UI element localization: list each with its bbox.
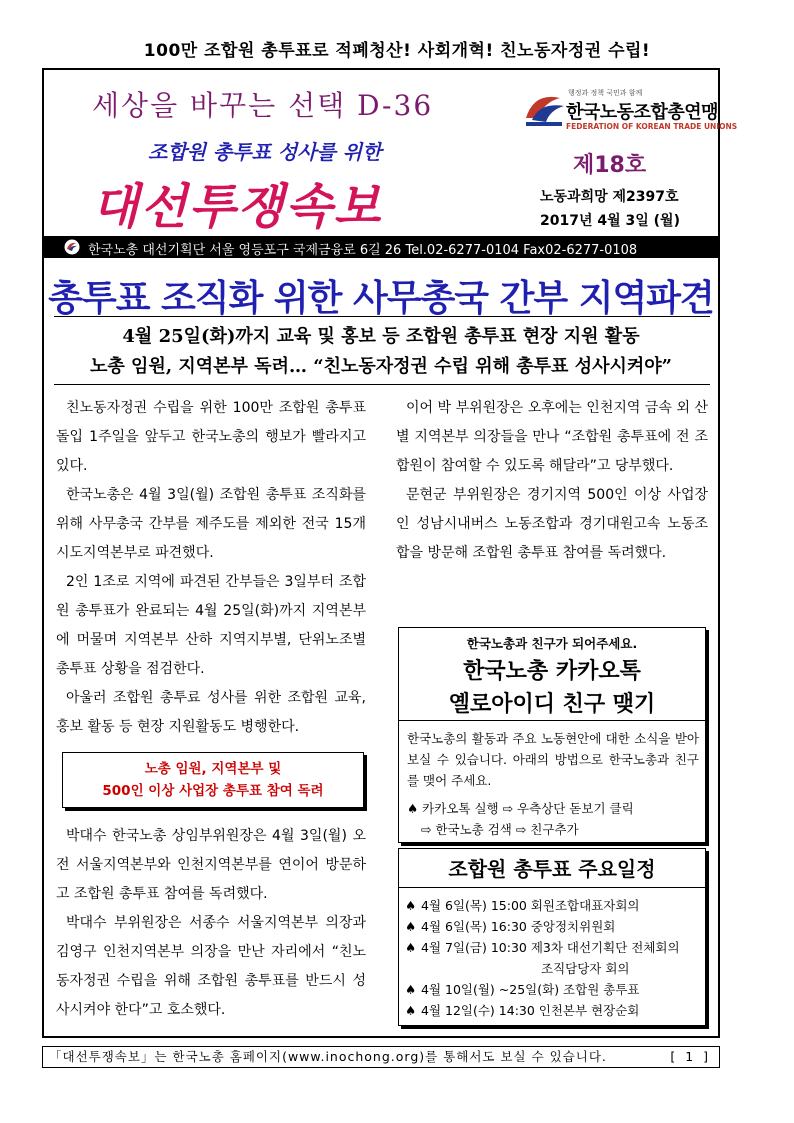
issue-date: 2017년 4월 3일 (월) (540, 213, 680, 229)
schedule-item-text: 4월 10일(월) ~25일(화) 조합원 총투표 (421, 982, 640, 997)
publication-number: 노동과희망 제2397호 (540, 189, 679, 205)
divider (54, 316, 710, 317)
kakao-promo-box (398, 627, 706, 843)
article-left-column (56, 394, 366, 742)
divider (399, 720, 705, 721)
paragraph: 아울러 조합원 총투료 성사를 위한 조합원 교육, 홍보 활동 등 현장 지원활동도 병행한다. (56, 690, 366, 735)
schedule-item-text: 4월 6일(목) 16:30 중앙정치위원회 (421, 919, 616, 934)
kakao-step: ♠ 카카오톡 실행 ⇨ 우측상단 돋보기 클릭 (407, 801, 634, 816)
schedule-title: 조합원 총투표 주요일정 (448, 857, 656, 881)
footer-text: 「대선투쟁속보」는 한국노총 홈페이지(www.inochong.org)를 통해서도 보실 수 있습니다. (49, 1049, 607, 1064)
paragraph: 한국노총은 4월 3일(월) 조합원 총투표 조직화를 위해 사무총국 간부를 제주도를 제외한 전국 15개 시도지역본부로 파견했다. (56, 487, 366, 561)
schedule-box (398, 848, 706, 1026)
subhead-1: 4월 25일(화)까지 교육 및 홍보 등 조합원 총투표 현장 지원 활동 (122, 326, 640, 347)
spade-bullet-icon: ♠ (405, 898, 417, 913)
callout-box (62, 752, 364, 808)
callout-line: 노총 임원, 지역본부 및 (144, 761, 282, 777)
masthead-title: 대선투쟁속보 (92, 179, 383, 235)
kakao-intro: 한국노총과 친구가 되어주세요. (466, 636, 638, 651)
kakao-steps (407, 798, 703, 840)
schedule-item (405, 979, 680, 1000)
spade-bullet-icon: ♠ (405, 940, 417, 955)
schedule-item (405, 1000, 680, 1021)
issue-number: 제18호 (573, 153, 647, 178)
spade-bullet-icon: ♠ (405, 1003, 417, 1018)
dday-banner: 세상을 바꾸는 선택 D-36 (92, 89, 434, 122)
page-number: [ 1 ] (670, 1049, 711, 1064)
masthead-subtitle: 조합원 총투표 성사를 위한 (148, 140, 382, 164)
divider (399, 887, 705, 888)
schedule-item-text: 4월 7일(금) 10:30 제3차 대선기획단 전체회의 (421, 940, 680, 955)
divider (54, 384, 710, 385)
contact-info-bar (42, 236, 720, 258)
paragraph: 2인 1조로 지역에 파견된 간부들은 3일부터 조합원 총투표가 완료되는 4월 25일(화)까지 지역본부에 머물며 지역본부 산하 지역지부별, 단위노조별 총투표 상황을 점검한다. (56, 574, 366, 677)
kakao-title: 옐로아이디 친구 맺기 (448, 692, 656, 717)
article-right-column (396, 394, 708, 568)
spade-bullet-icon: ♠ (405, 982, 417, 997)
subhead-2: 노총 임원, 지역본부 독려… “친노동자정권 수립 위해 총투표 성사시켜야” (90, 356, 672, 377)
schedule-item-text: 조직담당자 회의 (541, 961, 630, 976)
logo-slogan: 행정과 정책 국민과 함께 (568, 89, 643, 97)
schedule-item (405, 916, 680, 937)
schedule-item-text: 4월 6일(목) 15:00 회원조합대표자회의 (421, 898, 640, 913)
fktu-mini-logo-icon (64, 239, 80, 255)
schedule-item-text: 4월 12일(수) 14:30 인천본부 현장순회 (421, 1003, 640, 1018)
headline: 총투표 조직화 위한 사무총국 간부 지역파견 (48, 278, 714, 319)
kakao-title: 한국노총 카카오톡 (463, 659, 641, 684)
kakao-description: 한국노총의 활동과 주요 노동현안에 대한 소식을 받아보실 수 있습니다. 아래의 방법으로 한국노총과 친구를 맺어 주세요. (407, 731, 699, 788)
article-left-column-continued (56, 822, 366, 1025)
paragraph: 이어 박 부위원장은 오후에는 인천지역 금속 외 산별 지역본부 의장들을 만나 “조합원 총투표에 전 조합원이 참여할 수 있도록 해달라”고 당부했다. (396, 400, 708, 474)
paragraph: 문현군 부위원장은 경기지역 500인 이상 사업장인 성남시내버스 노동조합과 경기대원고속 노동조합을 방문해 조합원 총투표 참여를 독려했다. (396, 487, 708, 561)
kakao-step: ⇨ 한국노총 검색 ⇨ 친구추가 (421, 822, 579, 837)
org-name: 한국노동조합총연맹 (566, 102, 718, 123)
spade-bullet-icon: ♠ (405, 919, 417, 934)
footer (42, 1046, 720, 1068)
paragraph: 박대수 한국노총 상임부위원장은 4월 3일(월) 오전 서울지역본부와 인천지역본부를 연이어 방문하고 조합원 총투표 참여를 독려했다. (56, 828, 366, 902)
schedule-item (405, 937, 680, 958)
top-slogan: 100만 조합원 총투표로 적폐청산! 사회개혁! 친노동자정권 수립! (143, 41, 651, 61)
contact-info-text: 한국노총 대선기획단 서울 영등포구 국제금융로 6길 26 Tel.02-6277-0104 Fax02-6277-0108 (88, 243, 638, 258)
org-english-name: FEDERATION OF KOREAN TRADE UNIONS (566, 122, 738, 131)
schedule-item (405, 958, 680, 979)
schedule-item (405, 895, 680, 916)
callout-line: 500인 이상 사업장 총투표 참여 독려 (102, 783, 324, 799)
schedule-list (405, 895, 680, 1021)
paragraph: 박대수 부위원장은 서종수 서울지역본부 의장과 김영구 인천지역본부 의장을 만난 자리에서 “친노동자정권 수립을 위해 조합원 총투표를 반드시 성사시켜야 한다”고 호소했다. (56, 915, 366, 1018)
paragraph: 친노동자정권 수립을 위한 100만 조합원 총투표 돌입 1주일을 앞두고 한국노총의 행보가 빨라지고 있다. (56, 400, 366, 474)
